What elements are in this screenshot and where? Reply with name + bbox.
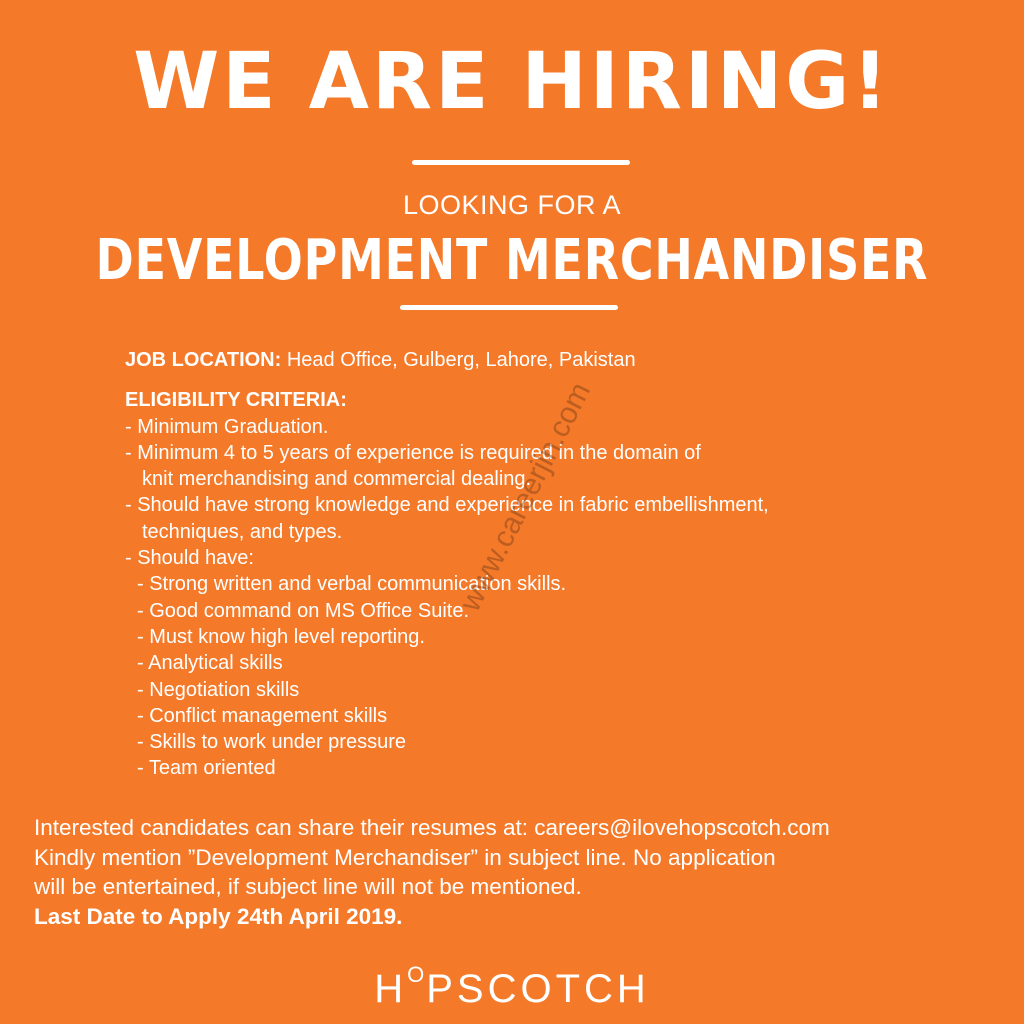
skill-item: - Skills to work under pressure [137,731,406,754]
instruction-line: will be entertained, if subject line will not be mentioned. [34,874,582,900]
logo-o: O [407,962,427,987]
criteria-item-continued: techniques, and types. [142,520,343,543]
job-location-value: Head Office, Gulberg, Lahore, Pakistan [286,349,636,371]
skill-item: - Analytical skills [137,652,283,675]
job-location [125,347,985,373]
instruction-line: Kindly mention ”Development Merchandiser” in subject line. No application [34,844,776,870]
hopscotch-logo [0,962,1024,1012]
skill-item: - Team oriented [137,757,276,780]
skill-item: - Strong written and verbal communication skills. [137,573,567,596]
deadline-text: Last Date to Apply 24th April 2019. [34,903,403,929]
watermark: www.careerjin.com [453,377,598,617]
hiring-headline: WE ARE HIRING! [133,37,891,127]
job-title: DEVELOPMENT MERCHANDISER [95,228,929,293]
skill-item: - Must know high level reporting. [137,625,425,648]
eligibility-heading: ELIGIBILITY CRITERIA: [125,389,347,412]
divider-bottom [400,305,618,310]
instruction-line: Interested candidates can share their resumes at: careers@ilovehopscotch.com [34,815,830,840]
job-location-label: JOB LOCATION: [125,349,282,371]
logo-h: H [374,967,408,1011]
criteria-item: - Should have: [125,547,254,570]
skill-item: - Good command on MS Office Suite. [137,599,470,622]
criteria-item: - Should have strong knowledge and experience in fabric embellishment, [125,494,769,517]
divider-top [412,160,630,165]
looking-for-text: LOOKING FOR A [402,190,622,220]
criteria-item: - Minimum Graduation. [125,415,329,438]
skill-item: - Conflict management skills [137,704,388,727]
criteria-item-continued: knit merchandising and commercial dealing. [142,468,532,491]
application-instructions [34,813,1014,931]
criteria-item: - Minimum 4 to 5 years of experience is required in the domain of [125,441,701,464]
logo-rest: PSCOTCH [426,967,650,1011]
skill-item: - Negotiation skills [137,678,300,701]
